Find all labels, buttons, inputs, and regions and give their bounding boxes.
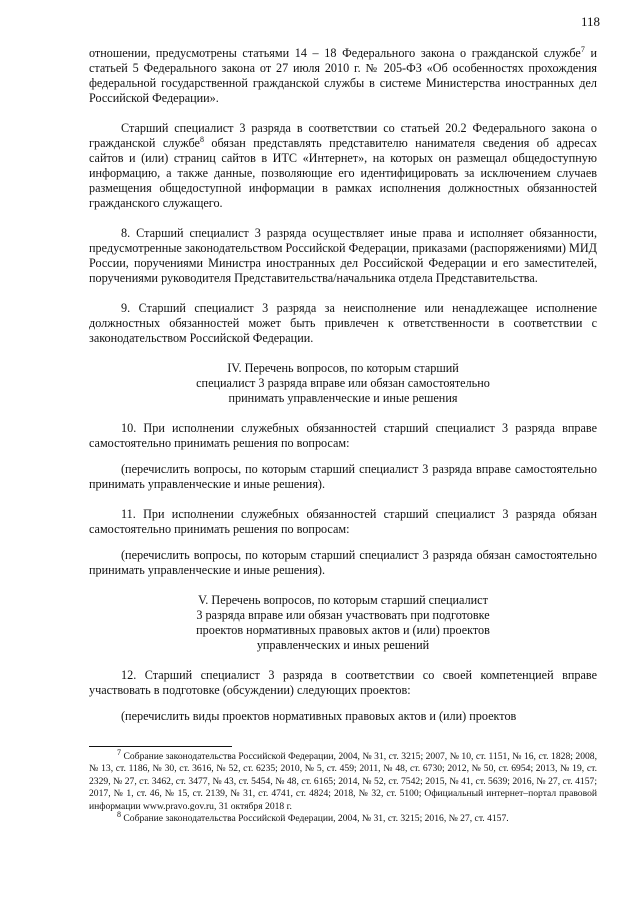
- section-4-heading: IV. Перечень вопросов, по которым старший специалист 3 разряда вправе или обязан самостоятельно принимать управленческие и иные решения: [196, 361, 490, 405]
- document-body: [89, 46, 597, 724]
- page-number: 118: [580, 14, 600, 29]
- paragraph-12: 12. Старший специалист 3 разряда в соответствии со своей компетенцией вправе участвовать в подготовке (обсуждении) следующих проектов:: [89, 668, 597, 697]
- paragraph-12-placeholder: (перечислить виды проектов нормативных правовых актов и (или) проектов: [121, 709, 517, 723]
- section-5-heading: V. Перечень вопросов, по которым старший специалист 3 разряда вправе или обязан участвовать при подготовке проектов нормативных правовых актов и (или) проектов управленческих и иных решений: [196, 593, 490, 652]
- paragraph-service-law: отношении, предусмотрены статьями 14 – 18 Федерального закона о гражданской службе$^7$ и статьей 5 Федерального закона от 27 июля 2010 г. № 205-ФЗ «Об особенностях прохождения федеральной государственной гражданской службы в системе Министерства иностранных дел Российской Федерации».: [89, 44, 597, 105]
- paragraph-9: 9. Старший специалист 3 разряда за неисполнение или ненадлежащее исполнение должностных обязанностей может быть привлечен к ответственности в соответствии с законодательством Российской Федерации.: [89, 301, 597, 345]
- footnote-8: $^8$ Собрание законодательства Российской Федерации, 2004, № 31, ст. 3215; 2016, № 27, ст. 4157.: [117, 809, 509, 825]
- footnote-mark-7: 7: [117, 747, 121, 757]
- footnote-ref-8[interactable]: 8: [199, 134, 204, 144]
- paragraph-11-placeholder: (перечислить вопросы, по которым старший специалист 3 разряда обязан самостоятельно принимать управленческие и иные решения).: [89, 548, 597, 577]
- paragraph-10: 10. При исполнении служебных обязанностей старший специалист 3 разряда вправе самостоятельно принимать решения по вопросам:: [89, 421, 597, 450]
- paragraph-8: 8. Старший специалист 3 разряда осуществляет иные права и исполняет обязанности, предусмотренные законодательством Российской Федерации, приказами (распоряжениями) МИД России, поручениями Министра иностранных дел Российской Федерации и его заместителей, поручениями руководителя Представительства/начальника отдела Представительства.: [89, 226, 597, 285]
- footnote-7: $^7$ Собрание законодательства Российской Федерации, 2004, № 31, ст. 3215; 2007, № 10, ст. 1151, № 16, ст. 1828; 2008, № 13, ст. 1186, № 30, ст. 3616, № 52, ст. 6235; 2010, № 5, ст. 459; 2011, № 48, ст. 6730; 2012, № 50, ст. 6954; 2013, № 19, ст. 2329, № 27, ст. 3462, ст. 3477, № 43, ст. 5454, № 48, ст. 6165; 2014, № 52, ст. 7542; 2015, № 41, ст. 5639; 2016, № 27, ст. 4157; 2017, № 1, ст. 46, № 15, ст. 2139, № 31, ст. 4741, ст. 4824; 2018, № 32, ст. 5100; Официальный интернет–портал правовой информации www.pravo.gov.ru, 31 октября 2018 г.: [89, 747, 597, 812]
- footnote-divider: [89, 746, 232, 747]
- paragraph-11: 11. При исполнении служебных обязанностей старший специалист 3 разряда обязан самостоятельно принимать решения по вопросам:: [89, 507, 597, 536]
- paragraph-internet-info: Старший специалист 3 разряда в соответствии со статьей 20.2 Федерального закона о гражданской службе$^8$ обязан представлять представителю нанимателя сведения об адресах сайтов и (или) страниц сайтов в ИТС «Интернет», на которых он размещал общедоступную информацию, а также данные, позволяющие его идентифицировать за исключением случаев размещения общедоступной информации в рамках исполнения должностных обязанностей гражданского служащего.: [89, 121, 597, 210]
- footnote-ref-7[interactable]: 7: [580, 44, 585, 54]
- footnotes: [89, 747, 597, 825]
- footnote-mark-8: 8: [117, 809, 121, 819]
- paragraph-10-placeholder: (перечислить вопросы, по которым старший специалист 3 разряда вправе самостоятельно принимать управленческие и иные решения).: [89, 462, 597, 491]
